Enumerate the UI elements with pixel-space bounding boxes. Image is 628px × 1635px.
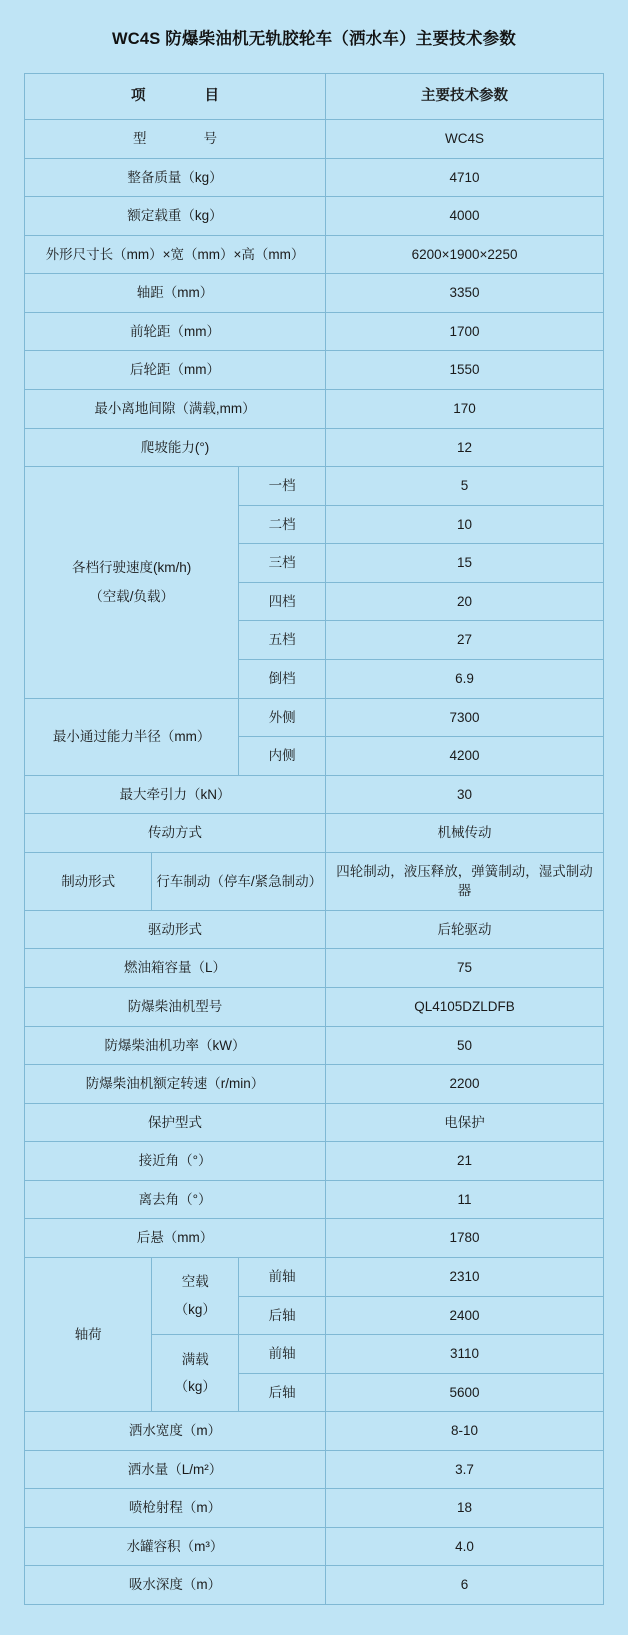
axle-name: 后轴 [239, 1373, 326, 1412]
gear-value: 5 [326, 467, 604, 506]
row-value: 6200×1900×2250 [326, 235, 604, 274]
header-item [25, 74, 326, 120]
gear-value: 27 [326, 621, 604, 660]
radius-side-name: 外侧 [239, 698, 326, 737]
brake-group-label: 制动形式 [25, 852, 152, 910]
speed-group-label [25, 467, 239, 698]
table-row [25, 1219, 604, 1258]
row-value: 2200 [326, 1065, 604, 1104]
brake-value: 四轮制动，液压释放，弹簧制动，湿式制动器 [326, 852, 604, 910]
axle-condition-label [152, 1257, 239, 1334]
gear-name: 三档 [239, 544, 326, 583]
gear-name: 一档 [239, 467, 326, 506]
radius-side-value: 7300 [326, 698, 604, 737]
row-value: 30 [326, 775, 604, 814]
axle-name: 前轴 [239, 1257, 326, 1296]
row-label: 喷枪射程（m） [25, 1489, 326, 1528]
row-value: 170 [326, 390, 604, 429]
table-row-radius [25, 698, 604, 737]
row-label: 防爆柴油机功率（kW） [25, 1026, 326, 1065]
row-label: 燃油箱容量（L） [25, 949, 326, 988]
axle-condition-unit: （kg） [174, 1302, 216, 1318]
row-label: 额定载重（kg） [25, 197, 326, 236]
row-value: 电保护 [326, 1103, 604, 1142]
row-value: 3350 [326, 274, 604, 313]
table-row [25, 1026, 604, 1065]
row-value: 1780 [326, 1219, 604, 1258]
row-value: 18 [326, 1489, 604, 1528]
radius-group-label: 最小通过能力半径（mm） [25, 698, 239, 775]
table-row [25, 1527, 604, 1566]
row-value: WC4S [326, 120, 604, 159]
gear-name: 二档 [239, 505, 326, 544]
row-label: 轴距（mm） [25, 274, 326, 313]
axle-condition-name: 满载 [181, 1351, 209, 1367]
axle-name: 前轴 [239, 1335, 326, 1374]
gear-name: 五档 [239, 621, 326, 660]
row-label-text: 型 号 [133, 131, 228, 147]
axle-value: 3110 [326, 1335, 604, 1374]
row-label: 后轮距（mm） [25, 351, 326, 390]
axle-value: 2310 [326, 1257, 604, 1296]
row-label: 水罐容积（m³） [25, 1527, 326, 1566]
row-value: 4.0 [326, 1527, 604, 1566]
row-value: 50 [326, 1026, 604, 1065]
row-value: 1700 [326, 312, 604, 351]
row-label: 后悬（mm） [25, 1219, 326, 1258]
table-row [25, 1065, 604, 1104]
gear-value: 6.9 [326, 659, 604, 698]
row-label: 整备质量（kg） [25, 158, 326, 197]
table-row [25, 949, 604, 988]
row-label: 吸水深度（m） [25, 1566, 326, 1605]
brake-sub-label: 行车制动（停车/紧急制动） [152, 852, 326, 910]
axle-value: 2400 [326, 1296, 604, 1335]
row-label [25, 120, 326, 159]
row-label: 最小离地间隙（满载,mm） [25, 390, 326, 429]
row-label: 外形尺寸长（mm）×宽（mm）×高（mm） [25, 235, 326, 274]
row-value: 机械传动 [326, 814, 604, 853]
spec-table [24, 73, 604, 1605]
radius-side-name: 内侧 [239, 737, 326, 776]
row-label: 爬坡能力(°) [25, 428, 326, 467]
row-value: 11 [326, 1180, 604, 1219]
spec-table-container [0, 73, 628, 1635]
table-row [25, 1103, 604, 1142]
row-label: 防爆柴油机额定转速（r/min） [25, 1065, 326, 1104]
row-label: 接近角（°） [25, 1142, 326, 1181]
table-row [25, 1450, 604, 1489]
row-value: 6 [326, 1566, 604, 1605]
gear-name: 四档 [239, 582, 326, 621]
row-value: QL4105DZLDFB [326, 988, 604, 1027]
gear-value: 20 [326, 582, 604, 621]
table-row [25, 910, 604, 949]
row-label: 驱动形式 [25, 910, 326, 949]
radius-side-value: 4200 [326, 737, 604, 776]
row-value: 75 [326, 949, 604, 988]
table-row-axle [25, 1257, 604, 1296]
table-row [25, 120, 604, 159]
row-label: 前轮距（mm） [25, 312, 326, 351]
axle-value: 5600 [326, 1373, 604, 1412]
axle-group-label: 轴荷 [25, 1257, 152, 1411]
row-value: 4000 [326, 197, 604, 236]
table-row [25, 775, 604, 814]
header-value: 主要技术参数 [326, 74, 604, 120]
row-value: 3.7 [326, 1450, 604, 1489]
table-row [25, 428, 604, 467]
row-label: 洒水量（L/m²） [25, 1450, 326, 1489]
axle-condition-unit: （kg） [174, 1379, 216, 1395]
table-header-row [25, 74, 604, 120]
speed-group-label-line1: 各档行驶速度(km/h) [71, 559, 192, 575]
table-row [25, 197, 604, 236]
gear-value: 15 [326, 544, 604, 583]
table-row [25, 1566, 604, 1605]
row-label: 洒水宽度（m） [25, 1412, 326, 1451]
row-label: 最大牵引力（kN） [25, 775, 326, 814]
table-row [25, 1142, 604, 1181]
page-title: WC4S 防爆柴油机无轨胶轮车（洒水车）主要技术参数 [112, 30, 516, 48]
row-label: 防爆柴油机型号 [25, 988, 326, 1027]
table-row [25, 235, 604, 274]
table-row [25, 158, 604, 197]
row-value: 21 [326, 1142, 604, 1181]
row-value: 4710 [326, 158, 604, 197]
table-row [25, 390, 604, 429]
table-row [25, 274, 604, 313]
table-row-brake [25, 852, 604, 910]
header-item-label: 项 目 [131, 88, 230, 105]
gear-name: 倒档 [239, 659, 326, 698]
gear-value: 10 [326, 505, 604, 544]
speed-group-label-line2: （空载/负载） [89, 589, 174, 605]
table-row [25, 1180, 604, 1219]
row-value: 8-10 [326, 1412, 604, 1451]
table-row [25, 351, 604, 390]
row-label: 传动方式 [25, 814, 326, 853]
table-row [25, 988, 604, 1027]
row-value: 后轮驱动 [326, 910, 604, 949]
row-label: 离去角（°） [25, 1180, 326, 1219]
axle-condition-name: 空载 [181, 1274, 209, 1290]
table-row [25, 312, 604, 351]
table-row [25, 1412, 604, 1451]
row-value: 12 [326, 428, 604, 467]
table-row [25, 814, 604, 853]
axle-condition-label [152, 1335, 239, 1412]
row-label: 保护型式 [25, 1103, 326, 1142]
table-row [25, 1489, 604, 1528]
axle-name: 后轴 [239, 1296, 326, 1335]
table-row-speed [25, 467, 604, 506]
row-value: 1550 [326, 351, 604, 390]
